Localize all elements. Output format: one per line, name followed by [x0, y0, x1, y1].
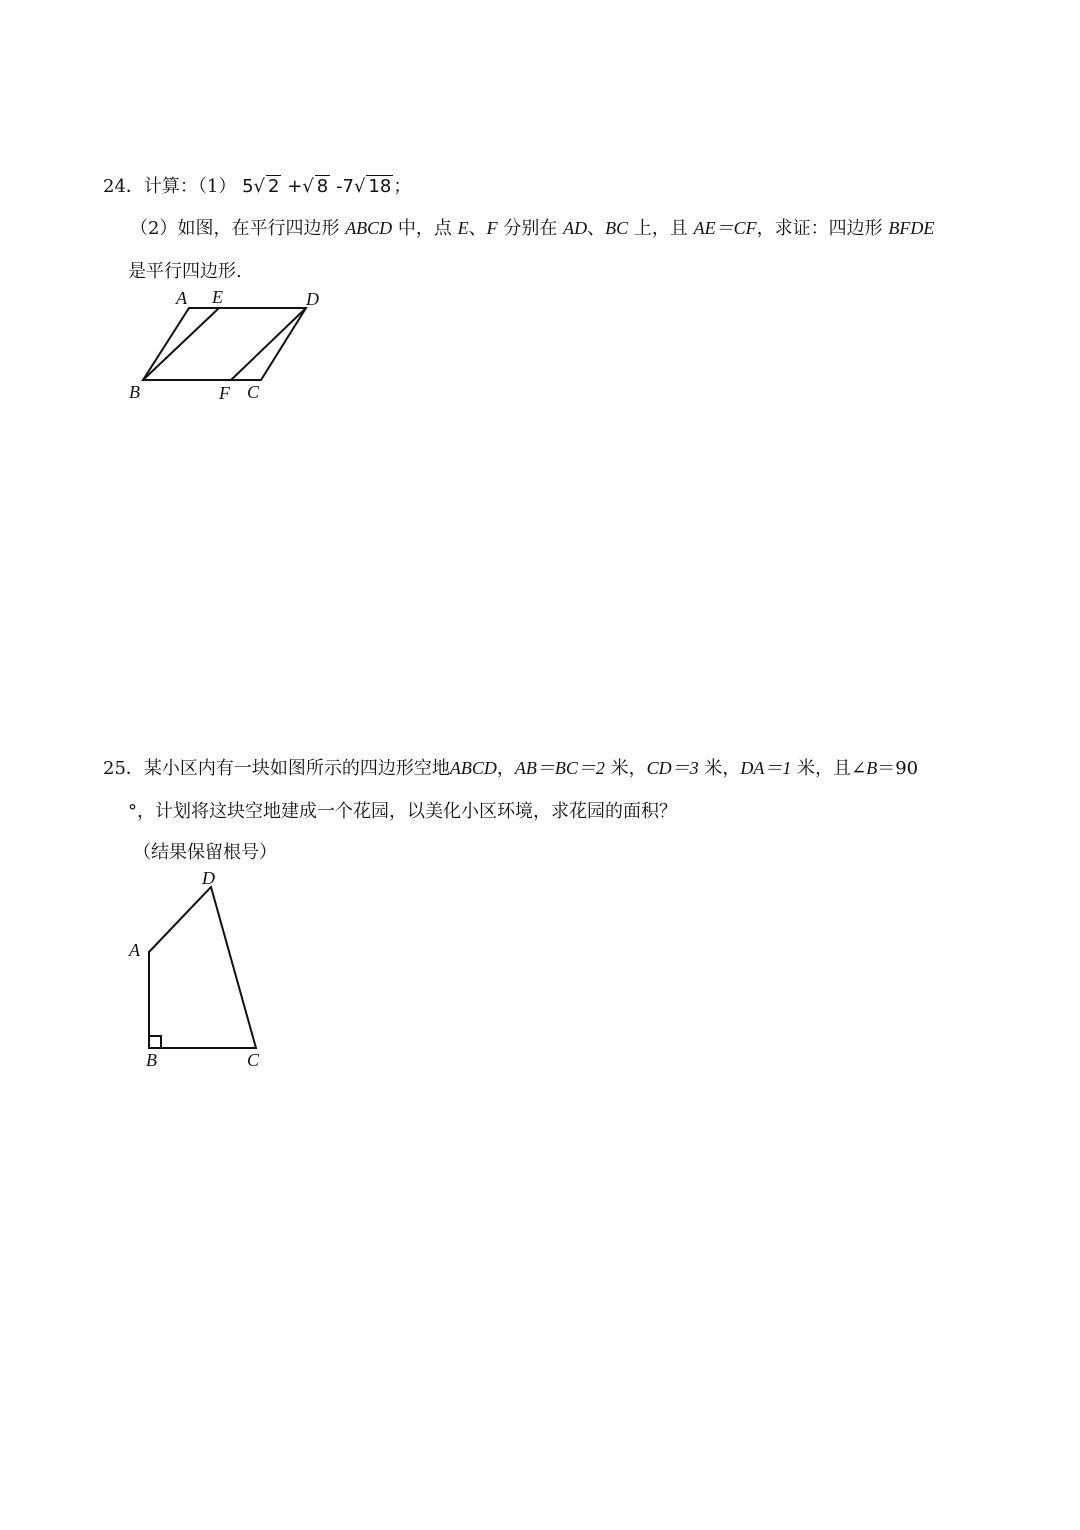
q24-prompt: 计算：: [143, 176, 198, 197]
q24-line1: [103, 172, 411, 198]
expr-coef-1: 5: [242, 176, 254, 197]
sqrt-2: √ 2: [253, 176, 280, 197]
expr-op-minus: -: [335, 176, 343, 197]
q25-da: DA＝1: [740, 758, 792, 778]
label-b: B: [129, 382, 140, 402]
q24-number: 24．: [103, 176, 144, 197]
radicand-2: 2: [268, 176, 280, 197]
q24-part2-line2: 是平行四边形.: [128, 261, 242, 282]
q24-bc: BC: [605, 218, 629, 238]
q24-text-c: 分别在: [503, 218, 558, 239]
q24-sep2: 、: [587, 218, 606, 239]
q25-line2: °，计划将这块空地建成一个花园，以美化小区环境，求花园的面积？: [128, 801, 677, 822]
label-d: D: [202, 868, 215, 888]
q24-e: E: [457, 218, 469, 238]
q24-ad: AD: [563, 218, 588, 238]
q24-text-a: 如图，在平行四边形: [177, 218, 340, 239]
q24-abcd: ABCD: [345, 218, 393, 238]
parallelogram-abcd: [143, 308, 306, 380]
q24-part1-label: （1）: [197, 176, 237, 197]
parallelogram-figure: [120, 280, 340, 410]
label-a: A: [176, 288, 187, 308]
q25-angle-b: B: [866, 758, 878, 778]
q25-line3: （结果保留根号）: [133, 842, 277, 863]
q25-abcd: ABCD: [449, 758, 497, 778]
q24-ae-cf: AE＝CF: [693, 218, 757, 238]
q25-ab-bc: AB＝BC＝2: [514, 758, 605, 778]
label-f: F: [219, 383, 230, 403]
q25-text-b: ，: [496, 758, 515, 779]
radicand-18: 18: [368, 176, 392, 197]
q24-part2-line1: [130, 214, 934, 240]
q24-sep1: 、: [468, 218, 487, 239]
sqrt-18: √ 18: [353, 176, 392, 197]
q24-text-d: 上，且: [633, 218, 688, 239]
q25-number: 25．: [103, 758, 144, 779]
q25-unit1: 米，: [610, 758, 647, 779]
label-c: C: [247, 382, 260, 402]
expr-op-plus: +: [287, 176, 303, 197]
label-c: C: [247, 1050, 260, 1070]
q24-text-e: ，求证：四边形: [756, 218, 883, 239]
quadrilateral-abcd: [149, 887, 256, 1048]
q25-text-a: 某小区内有一块如图所示的四边形空地: [143, 758, 450, 779]
radicand-8: 8: [316, 176, 329, 197]
expr-coef-7: 7: [342, 176, 354, 197]
q25-line1: [103, 754, 918, 780]
q24-f: F: [486, 218, 498, 238]
q24-expression: [242, 176, 411, 197]
q25-unit2: 米，: [704, 758, 741, 779]
q24-text-b: 中，点: [397, 218, 452, 239]
right-angle-mark: [149, 1036, 161, 1048]
label-e: E: [212, 287, 223, 307]
q24-part2-label: （2）: [130, 218, 178, 239]
q24-bfde: BFDE: [888, 218, 935, 238]
quadrilateral-figure: [120, 860, 290, 1080]
sqrt-8: √ 8: [302, 176, 329, 197]
label-a: A: [129, 940, 140, 960]
q25-unit3: 米，且∠: [797, 758, 867, 779]
q25-angle-val: ＝90: [877, 758, 919, 779]
expr-end: ；: [393, 176, 412, 197]
label-b: B: [146, 1050, 157, 1070]
label-d: D: [306, 289, 319, 309]
q25-cd: CD＝3: [646, 758, 699, 778]
